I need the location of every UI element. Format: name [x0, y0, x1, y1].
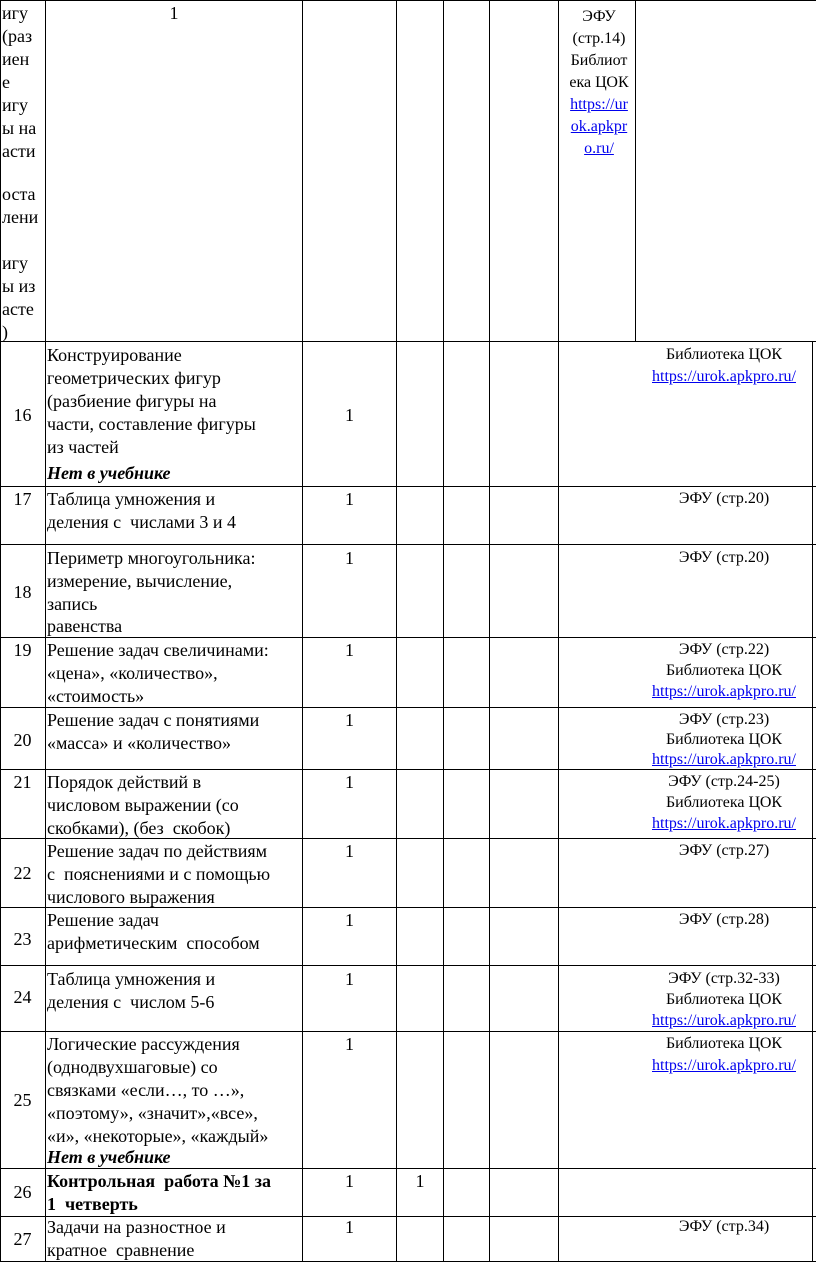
topic-line: измерение, вычисление,	[47, 571, 233, 591]
row-number: 16	[13, 405, 32, 425]
col-divider-hours	[396, 0, 397, 1262]
resource-line: ЭФУ (стр.32-33)	[668, 970, 780, 987]
topic-line: деления с числом 5-6	[47, 992, 215, 1012]
tests-cell: 1	[415, 1171, 425, 1191]
resource-link[interactable]: https://urok.apkpro.ru/	[652, 751, 796, 768]
col-divider-tests	[443, 0, 444, 1262]
row-divider	[0, 965, 816, 966]
col-divider-date	[558, 0, 559, 1262]
topic-fragment: игу	[2, 3, 29, 23]
row-number: 22	[13, 863, 32, 883]
col-divider-num	[45, 0, 46, 1262]
row-number: 20	[13, 730, 32, 750]
resource-link[interactable]: https://urok.apkpro.ru/	[652, 1012, 796, 1029]
table-border-top	[0, 0, 816, 1]
resource-line: ЭФУ (стр.24-25)	[668, 773, 780, 790]
resource-line: ЭФУ	[582, 8, 616, 25]
row-divider	[0, 544, 816, 545]
topic-fragment: игу	[2, 95, 29, 115]
topic-fragment: е	[2, 72, 10, 92]
topic-line: части, составление фигуры	[47, 414, 256, 434]
hours-cell: 1	[345, 772, 354, 792]
topic-line: с пояснениями и с помощью	[47, 864, 271, 884]
topic-line: Таблица умножения и	[47, 969, 216, 989]
resource-link[interactable]: https://urok.apkpro.ru/	[652, 1057, 796, 1074]
hours-cell: 1	[345, 405, 354, 425]
hours-cell: 1	[345, 969, 354, 989]
topic-fragment: оста	[2, 184, 36, 204]
row-number: 23	[13, 929, 32, 949]
resource-line: ЭФУ (стр.20)	[678, 490, 770, 507]
topic-line: «поэтому», «значит»,«все»,	[47, 1103, 258, 1123]
topic-line: (однодвухшаговые) со	[47, 1057, 218, 1077]
row-number: 25	[13, 1090, 32, 1110]
topic-line: из частей	[47, 437, 119, 457]
hours-cell: 1	[345, 841, 354, 861]
topic-line: геометрических фигур	[47, 368, 221, 388]
resource-line: ЭФУ (стр.28)	[678, 911, 770, 928]
row-number: 21	[13, 772, 32, 792]
hours-cell: 1	[345, 710, 354, 730]
topic-fragment: иен	[2, 49, 30, 69]
topic-line: Решение задач по действиям	[47, 841, 268, 861]
hours-cell: 1	[345, 1034, 354, 1054]
topic-line: «и», «некоторые», «каждый»	[47, 1126, 269, 1146]
resource-link[interactable]: https://urok.apkpro.ru/	[652, 683, 796, 700]
col-divider-resources-right	[812, 341, 813, 1262]
topic-line: 1 четверть	[47, 1194, 138, 1214]
topic-line: Решение задач с понятиями	[47, 710, 260, 730]
topic-note: Нет в учебнике	[47, 1147, 171, 1167]
topic-line: Решение задач	[47, 910, 159, 930]
resource-link[interactable]: o.ru/	[584, 140, 614, 157]
table-border-left	[0, 0, 1, 1262]
row-number: 26	[13, 1182, 32, 1202]
resource-line: Библиотека ЦОК	[665, 1035, 783, 1052]
hours-cell: 1	[345, 489, 354, 509]
resource-line: Библиотека ЦОК	[665, 346, 783, 363]
hours-cell: 1	[345, 1171, 354, 1191]
topic-fragment: игу	[2, 253, 29, 273]
col-divider-topic	[302, 0, 303, 1262]
resource-line: ЭФУ (стр.22)	[678, 641, 770, 658]
topic-fragment: ы на	[2, 118, 37, 138]
topic-line: связками «если…, то …»,	[47, 1080, 245, 1100]
topic-line: равенства	[47, 616, 123, 636]
resource-link[interactable]: https://ur	[570, 96, 628, 113]
topic-line: «масса» и «количество»	[47, 733, 232, 753]
topic-line: числового выражения	[47, 887, 215, 907]
resource-line: ЭФУ (стр.20)	[678, 549, 770, 566]
hours-cell: 1	[345, 1217, 354, 1237]
resource-link[interactable]: https://urok.apkpro.ru/	[652, 815, 796, 832]
topic-line: Контрольная работа №1 за	[47, 1171, 272, 1191]
topic-line: скобками), (без скобок)	[47, 818, 231, 838]
resource-line: ека ЦОК	[569, 74, 629, 91]
resource-line: ЭФУ (стр.34)	[678, 1218, 770, 1235]
topic-note: Нет в учебнике	[47, 463, 171, 483]
topic-line: Логические рассуждения	[47, 1034, 240, 1054]
topic-fragment: асти	[2, 141, 36, 161]
topic-fragment: )	[2, 322, 8, 342]
row-number: 19	[13, 640, 32, 660]
col-divider-practice	[489, 0, 490, 1262]
row-divider	[0, 486, 816, 487]
resource-link[interactable]: ok.apkpr	[570, 118, 628, 135]
resource-line: Библиотека ЦОК	[665, 991, 783, 1008]
topic-fragment: асте	[2, 299, 34, 319]
resource-line: Библиотека ЦОК	[665, 794, 783, 811]
topic-line: запись	[47, 594, 98, 614]
topic-line: (разбиение фигуры на	[47, 391, 217, 411]
topic-line: Порядок действий в	[47, 772, 202, 792]
topic-line: Задачи на разностное и	[47, 1217, 226, 1237]
row-number: 27	[13, 1229, 32, 1249]
col-divider-resources-first	[635, 0, 636, 341]
topic-line: Конструирование	[47, 345, 182, 365]
topic-line: Периметр многоугольника:	[47, 548, 256, 568]
resource-line: (стр.14)	[572, 30, 626, 47]
topic-line: Решение задач свеличинами:	[47, 640, 269, 660]
topic-line: деления с числами 3 и 4	[47, 512, 236, 532]
resource-line: Библиотека ЦОК	[665, 731, 783, 748]
topic-line: кратное сравнение	[47, 1240, 195, 1260]
hours-cell: 1	[345, 910, 354, 930]
resource-line: Библиот	[570, 52, 628, 69]
row-number: 17	[13, 489, 32, 509]
row-divider	[0, 341, 816, 342]
topic-fragment: (раз	[2, 26, 33, 46]
topic-line: Таблица умножения и	[47, 489, 216, 509]
resource-line: ЭФУ (стр.23)	[678, 711, 770, 728]
topic-line: «стоимость»	[47, 686, 145, 706]
topic-line: числовом выражении (со	[47, 795, 239, 815]
resource-line: Библиотека ЦОК	[665, 662, 783, 679]
resource-link[interactable]: https://urok.apkpro.ru/	[652, 368, 796, 385]
topic-line: арифметическим способом	[47, 933, 260, 953]
row-number: 24	[13, 987, 32, 1007]
topic-fragment: ы из	[2, 276, 36, 296]
first-row-hours: 1	[169, 3, 179, 23]
topic-line: «цена», «количество»,	[47, 663, 218, 683]
hours-cell: 1	[345, 640, 354, 660]
row-divider	[0, 637, 816, 638]
hours-cell: 1	[345, 548, 354, 568]
resource-line: ЭФУ (стр.27)	[678, 842, 770, 859]
row-number: 18	[13, 582, 32, 602]
first-row-resources	[563, 6, 635, 160]
topic-fragment: лени	[2, 207, 39, 227]
